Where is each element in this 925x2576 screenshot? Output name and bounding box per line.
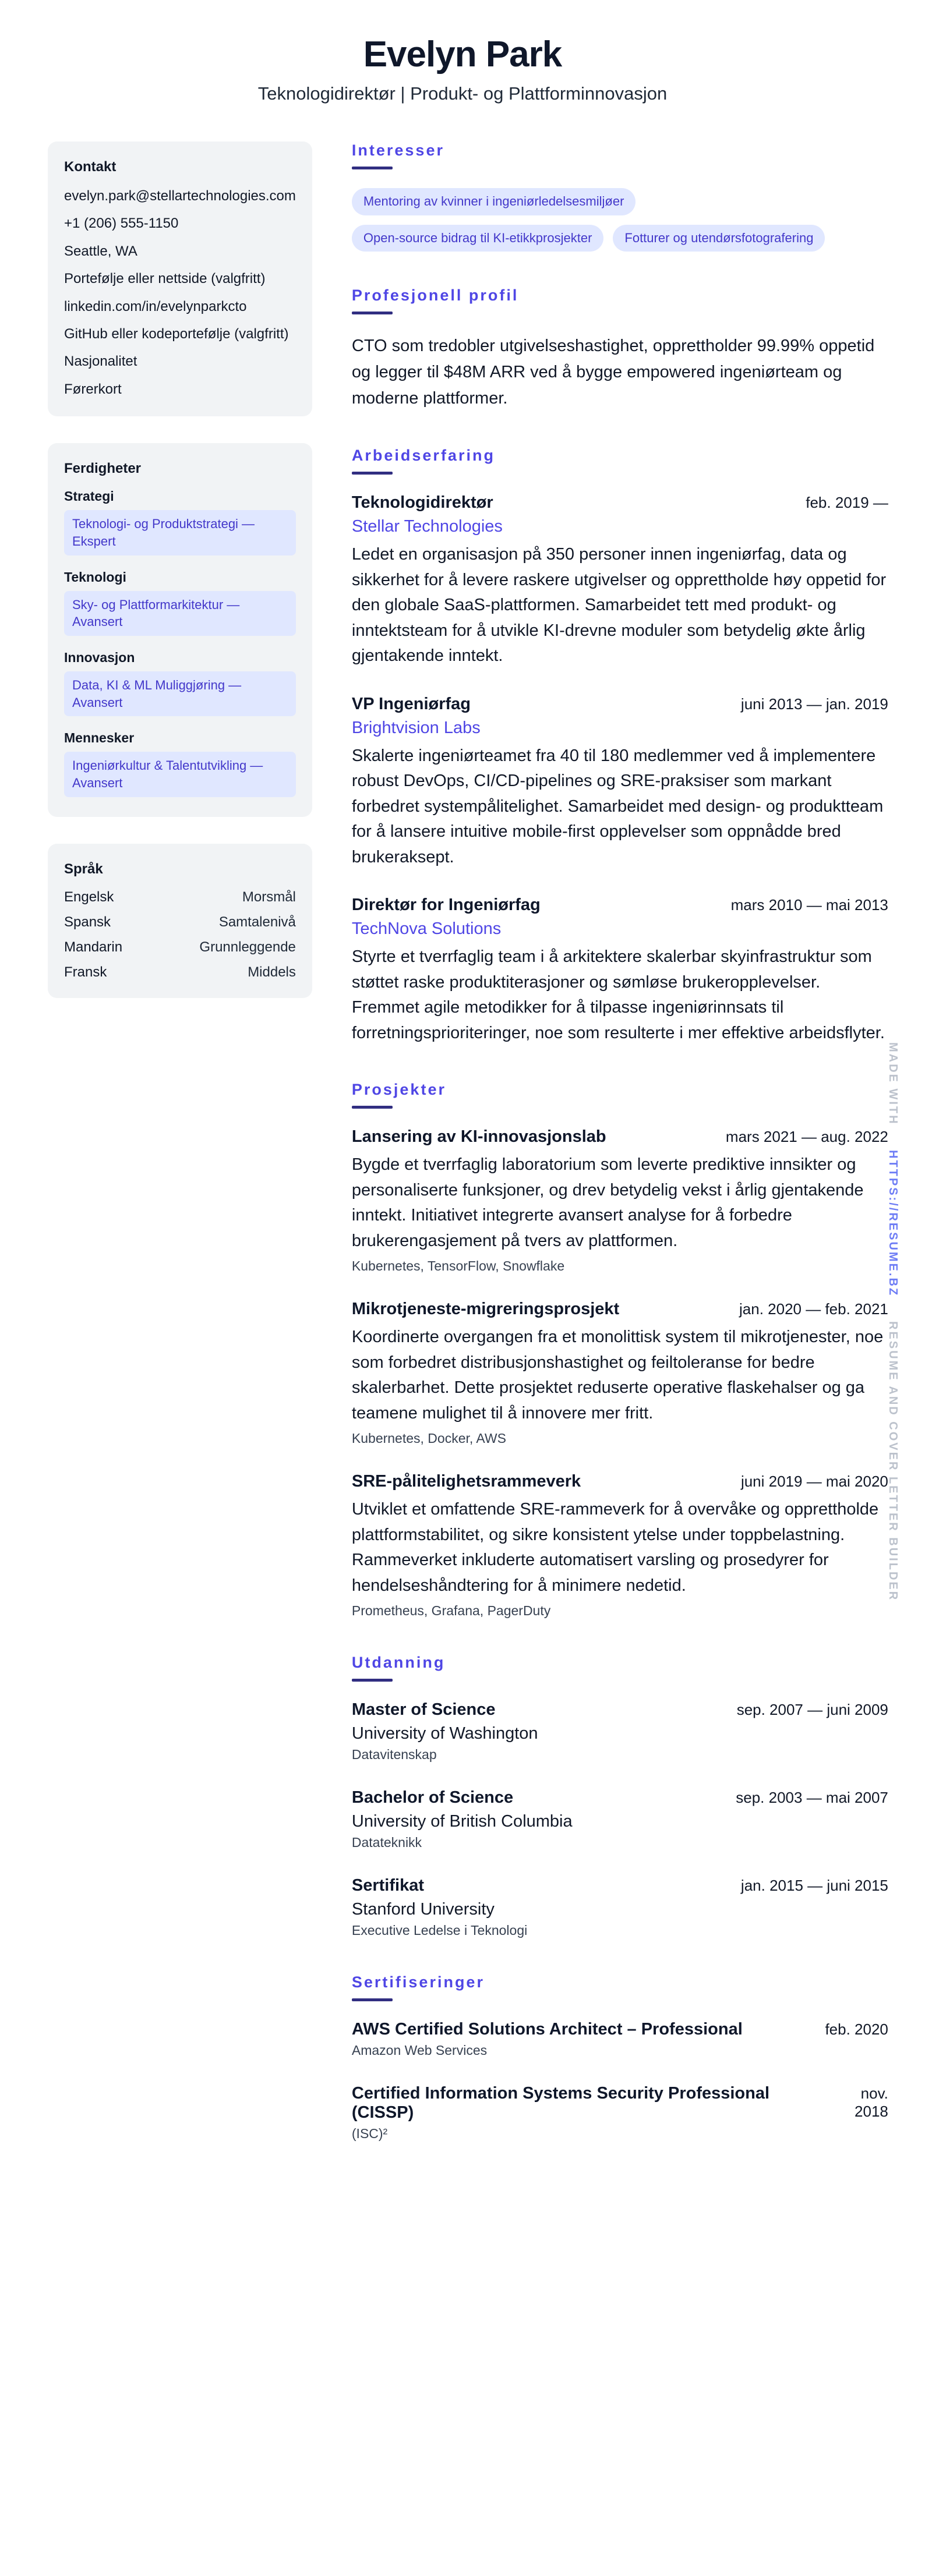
heading-rule [352, 1679, 393, 1682]
heading-rule [352, 167, 393, 169]
contact-drivers-license: Førerkort [64, 381, 122, 397]
language-name: Engelsk [64, 889, 114, 905]
skills-heading: Ferdigheter [64, 461, 142, 477]
education-field: Executive Ledelse i Teknologi [351, 1923, 528, 1938]
contact-email[interactable]: evelyn.park@stellartechnologies.com [64, 188, 296, 204]
certification-head [352, 2084, 888, 2122]
education-entry [352, 1876, 888, 1938]
skill-group [64, 730, 296, 797]
language-name: Spansk [64, 914, 111, 930]
language-name: Mandarin [64, 939, 123, 955]
language-name: Fransk [64, 964, 107, 980]
watermark-link[interactable]: HTTPS://RESUME.BZ [887, 1149, 899, 1297]
skill-pill: Teknologi- og Produktstrategi — Ekspert [64, 510, 296, 555]
contact-github: GitHub eller kodeportefølje (valgfritt) [64, 325, 289, 342]
job-dates: mars 2010 — mai 2013 [730, 896, 888, 914]
job-description: Ledet en organisasjon på 350 personer innen ingeniørfag, data og sikkerhet for å levere raskere utgivelser og opprettholde høy oppetid for den globale SaaS-plattformen. Samarbeidet tett med produkt- og inntektsteam for å utvikle KI-drevne moduler som betydelig økte årlig gjentakende inntekt. [351, 545, 887, 665]
project-entry [352, 1472, 888, 1619]
certification-date: nov. 2018 [855, 2085, 888, 2120]
sidebar [48, 141, 312, 2177]
contact-phone: +1 (206) 555-1150 [64, 215, 179, 232]
certification-issuer: Amazon Web Services [351, 2043, 488, 2058]
resume-header [0, 34, 925, 104]
education-entry [352, 1788, 888, 1850]
section-experience [352, 447, 888, 1046]
job-entry [352, 493, 888, 669]
watermark-prefix: MADE WITH [887, 1042, 899, 1126]
education-school: University of Washington [351, 1724, 538, 1743]
section-heading-experience: Arbeidserfaring [351, 447, 495, 464]
language-row [64, 914, 296, 930]
contact-heading: Kontakt [64, 159, 116, 175]
section-heading-profile: Profesjonell profil [351, 286, 519, 305]
person-title: Teknologidirektør | Produkt- og Plattforminnovasjon [257, 83, 668, 104]
languages-heading: Språk [64, 861, 103, 877]
contact-linkedin[interactable]: linkedin.com/in/evelynparkcto [64, 298, 247, 314]
education-dates: sep. 2007 — juni 2009 [736, 1701, 888, 1718]
main-column [352, 141, 888, 2177]
project-description: Bygde et tverrfaglig laboratorium som leverte prediktive innsikter og personaliserte funksjoner, og drev betydelig vekst i årlig gjentakende inntekt. Initiativet integrerte avansert analyse for å forbedre brukerengasjement på tvers av plattformen. [351, 1155, 864, 1250]
job-head [352, 493, 888, 512]
section-interests [352, 141, 888, 252]
heading-rule [352, 1106, 393, 1109]
job-company: Stellar Technologies [351, 517, 503, 536]
project-tech: Prometheus, Grafana, PagerDuty [351, 1603, 551, 1618]
project-dates: mars 2021 — aug. 2022 [725, 1128, 888, 1145]
language-level: Morsmål [242, 889, 296, 905]
job-dates: juni 2013 — jan. 2019 [740, 695, 888, 713]
skill-category: Strategi [64, 489, 114, 504]
skill-category: Mennesker [64, 730, 135, 746]
section-projects [352, 1081, 888, 1619]
skill-category: Teknologi [64, 569, 126, 585]
section-heading-certifications: Sertifiseringer [351, 1973, 485, 1991]
skill-group [64, 489, 296, 555]
project-dates: jan. 2020 — feb. 2021 [739, 1300, 888, 1318]
skill-category: Innovasjon [64, 649, 135, 665]
skill-group [64, 569, 296, 636]
languages-card [48, 844, 312, 998]
education-dates: jan. 2015 — juni 2015 [740, 1877, 888, 1894]
project-tech: Kubernetes, TensorFlow, Snowflake [351, 1258, 565, 1273]
job-title: Direktør for Ingeniørfag [351, 896, 541, 914]
language-row [64, 889, 296, 905]
certification-issuer: (ISC)² [351, 2126, 388, 2141]
project-name: Lansering av KI-innovasjonslab [351, 1127, 606, 1146]
profile-summary: CTO som tredobler utgivelseshastighet, opprettholder 99.99% oppetid og legger til $48M ARR ved å bygge empowered ingeniørteam og moderne plattformer. [351, 337, 875, 408]
job-title: Teknologidirektør [351, 493, 493, 512]
education-degree: Bachelor of Science [351, 1788, 514, 1807]
certification-name: Certified Information Systems Security Professional (CISSP) [351, 2084, 770, 2122]
job-head [352, 695, 888, 714]
skill-pill: Data, KI & ML Muliggjøring — Avansert [64, 671, 296, 716]
education-degree: Master of Science [351, 1700, 496, 1719]
job-dates: feb. 2019 — [806, 494, 888, 511]
certification-date: feb. 2020 [825, 2021, 888, 2038]
heading-rule [352, 1998, 393, 2001]
content-columns [0, 141, 925, 2177]
project-head [352, 1472, 888, 1491]
watermark-suffix: RESUME AND COVER LETTER BUILDER [887, 1321, 899, 1601]
job-description: Styrte et tverrfaglig team i å arkitektere skalerbar skyinfrastruktur som støttet raske produktiterasjoner og sømløse brukeropplevelser. Fremmet agile metodikker for å tilpasse ingeniørinnsats til forretningsprioriteringer, noe som resulterte i mer effektive arbeidsflyter. [351, 947, 885, 1042]
project-entry [352, 1127, 888, 1274]
education-entry [352, 1700, 888, 1763]
interest-pills [352, 188, 888, 252]
job-entry [352, 695, 888, 871]
skill-pill: Sky- og Plattformarkitektur — Avansert [64, 591, 296, 636]
heading-rule [352, 312, 393, 314]
language-level: Samtalenivå [218, 914, 296, 930]
section-heading-education: Utdanning [351, 1654, 446, 1671]
project-tech: Kubernetes, Docker, AWS [351, 1431, 506, 1446]
skills-card [48, 443, 312, 817]
project-head [352, 1127, 888, 1147]
skill-pill: Ingeniørkultur & Talentutvikling — Avansert [64, 752, 296, 797]
section-heading-interests: Interesser [351, 141, 444, 159]
education-school: Stanford University [351, 1900, 495, 1919]
interest-pill: Fotturer og utendørsfotografering [613, 225, 825, 252]
job-company: TechNova Solutions [351, 919, 502, 938]
job-company: Brightvision Labs [351, 718, 481, 737]
project-name: SRE-pålitelighetsrammeverk [351, 1472, 581, 1491]
contact-website: Portefølje eller nettside (valgfritt) [64, 271, 266, 287]
section-certifications [352, 1973, 888, 2142]
certification-entry [352, 2020, 888, 2058]
certification-entry [352, 2084, 888, 2142]
project-description: Koordinerte overgangen fra et monolittisk system til mikrotjenester, noe som forbedret distribusjonshastighet og feiltoleranse for bedre skalerbarhet. Dette prosjektet reduserte operative flaskehalser og ga teamene mulighet til å innovere mer fritt. [351, 1328, 884, 1423]
language-level: Middels [248, 964, 296, 980]
project-name: Mikrotjeneste-migreringsprosjekt [351, 1300, 620, 1318]
education-degree: Sertifikat [351, 1876, 424, 1895]
watermark [886, 1042, 899, 1601]
education-school: University of British Columbia [351, 1812, 573, 1831]
contact-nationality: Nasjonalitet [64, 353, 137, 370]
certification-name: AWS Certified Solutions Architect – Professional [351, 2020, 743, 2039]
certification-head [352, 2020, 888, 2039]
education-head [352, 1876, 888, 1895]
skill-group [64, 650, 296, 716]
education-head [352, 1788, 888, 1807]
language-level: Grunnleggende [199, 939, 296, 955]
project-head [352, 1300, 888, 1319]
contact-card [48, 141, 312, 416]
project-entry [352, 1300, 888, 1446]
section-profile [352, 286, 888, 412]
interest-pill: Open-source bidrag til KI-etikkprosjekter [352, 225, 604, 252]
heading-rule [352, 472, 393, 475]
contact-location: Seattle, WA [64, 243, 137, 259]
section-education [352, 1654, 888, 1938]
language-row [64, 939, 296, 956]
education-head [352, 1700, 888, 1719]
job-head [352, 896, 888, 915]
education-dates: sep. 2003 — mai 2007 [736, 1789, 888, 1806]
language-row [64, 964, 296, 981]
interest-pill: Mentoring av kvinner i ingeniørledelsesmiljøer [352, 188, 636, 215]
section-heading-projects: Prosjekter [351, 1081, 446, 1098]
project-description: Utviklet et omfattende SRE-rammeverk for å overvåke og opprettholde plattformstabilitet, og sikre konsistent ytelse under toppbelastning. Rammeverket inkluderte automatisert varsling og prosedyrer for hendelseshåndtering for å minimere nedetid. [351, 1500, 879, 1595]
project-dates: juni 2019 — mai 2020 [740, 1473, 888, 1490]
education-field: Datateknikk [351, 1835, 422, 1850]
job-description: Skalerte ingeniørteamet fra 40 til 180 medlemmer ved å implementere robust DevOps, CI/CD-pipelines og SRE-praksiser som markant forbedret systempålitelighet. Samarbeidet med design- og produktteam for å lansere intuitive mobile-first opplevelser som oppnådde bred brukeraksept. [351, 746, 884, 866]
person-name: Evelyn Park [363, 34, 562, 75]
job-entry [352, 896, 888, 1046]
job-title: VP Ingeniørfag [351, 694, 471, 713]
education-field: Datavitenskap [351, 1747, 437, 1762]
